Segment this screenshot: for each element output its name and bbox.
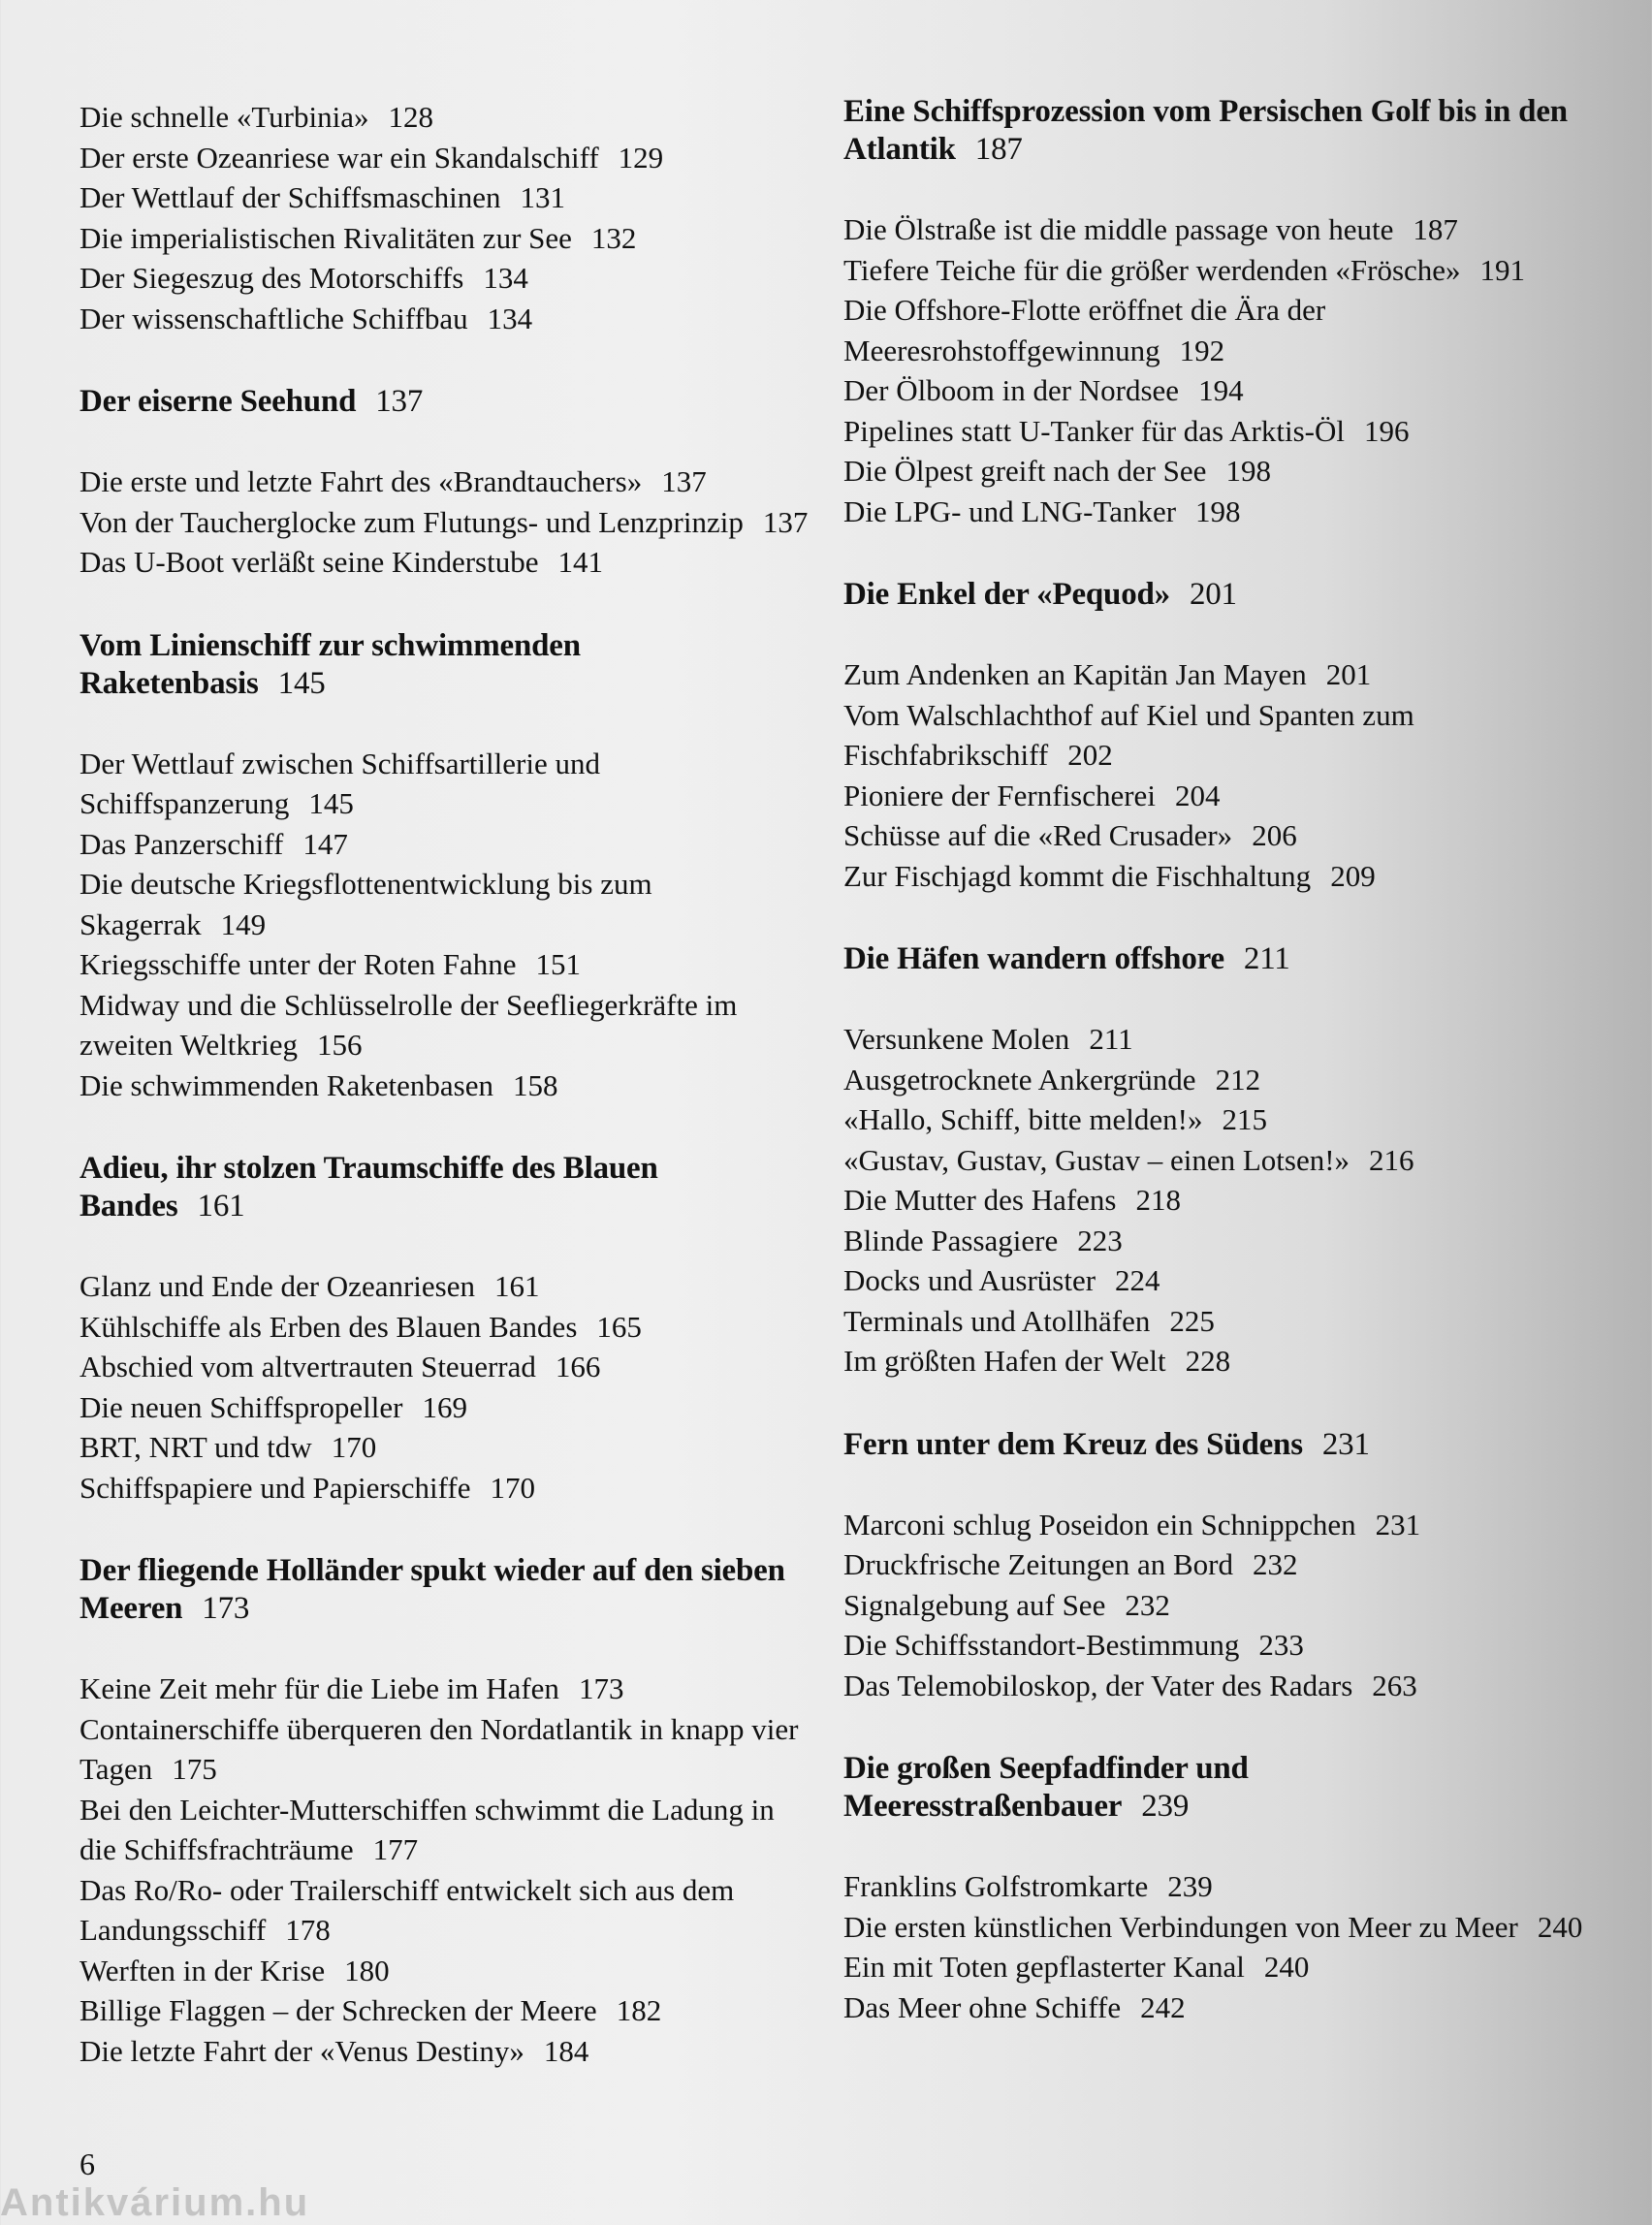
entry-page-number: 211 xyxy=(1089,1022,1133,1056)
toc-entry xyxy=(843,1341,1600,1382)
toc-section xyxy=(79,383,816,583)
entry-page-number: 240 xyxy=(1263,1950,1310,1984)
toc-section xyxy=(843,940,1600,1382)
chapter-title: Fern unter dem Kreuz des Südens xyxy=(843,1426,1303,1462)
entry-title: Die LPG- und LNG-Tanker xyxy=(843,493,1177,528)
entry-title: Tiefere Teiche für die größer werdenden «Frösche» xyxy=(843,252,1461,287)
entry-page-number: 232 xyxy=(1253,1547,1298,1581)
toc-entry xyxy=(79,1307,816,1348)
entry-page-number: 180 xyxy=(344,1953,390,1987)
entry-title: Keine Zeit mehr für die Liebe im Hafen xyxy=(79,1671,559,1705)
entry-title: Schiffspapiere und Papierschiffe xyxy=(79,1470,471,1505)
toc-entry xyxy=(843,695,1600,776)
entry-page-number: 225 xyxy=(1169,1303,1215,1338)
toc-entry xyxy=(843,654,1600,695)
entry-page-number: 242 xyxy=(1140,1989,1186,2024)
entry-page-number: 196 xyxy=(1363,413,1410,448)
entry-page-number: 218 xyxy=(1135,1183,1181,1217)
chapter-title: Die Enkel der «Pequod» xyxy=(843,577,1170,612)
entry-title: Druckfrische Zeitungen an Bord xyxy=(843,1547,1234,1581)
toc-right-column xyxy=(843,93,1600,2072)
toc-entry xyxy=(79,744,816,824)
entry-page-number: 161 xyxy=(493,1269,540,1303)
entry-title: «Hallo, Schiff, bitte melden!» xyxy=(843,1102,1203,1136)
entry-title: Abschied vom altvertrauten Steuerrad xyxy=(79,1350,536,1383)
entry-page-number: 158 xyxy=(512,1067,558,1102)
watermark: Antikvárium.hu xyxy=(0,2181,310,2224)
toc-entry xyxy=(79,985,816,1065)
entry-page-number: 194 xyxy=(1198,373,1244,407)
entry-title: Im größten Hafen der Welt xyxy=(843,1344,1166,1378)
toc-entry xyxy=(843,1019,1600,1060)
entry-title: Der erste Ozeanriese war ein Skandalschiff xyxy=(79,140,599,175)
entry-title: Das Meer ohne Schiffe xyxy=(843,1989,1122,2024)
chapter-page-number: 239 xyxy=(1141,1789,1190,1824)
chapter-heading xyxy=(79,1150,816,1225)
toc-entry xyxy=(843,776,1600,816)
toc-section xyxy=(843,576,1600,896)
entry-page-number: 198 xyxy=(1195,493,1241,528)
chapter-heading xyxy=(79,1552,816,1628)
chapter-heading xyxy=(79,383,816,421)
toc-entry xyxy=(79,1790,816,1870)
toc-entry xyxy=(843,1221,1600,1261)
entry-title: Ein mit Toten gepflasterter Kanal xyxy=(843,1950,1245,1984)
toc-entry xyxy=(79,218,816,259)
toc-entry xyxy=(79,177,816,218)
entry-page-number: 198 xyxy=(1225,454,1271,488)
entry-title: Blinde Passagiere xyxy=(843,1223,1059,1257)
toc-entry xyxy=(843,1099,1600,1140)
chapter-title: Eine Schiffsprozession vom Persischen Golf bis in den Atlantik xyxy=(843,94,1568,167)
toc-entry xyxy=(843,1585,1600,1626)
entry-title: BRT, NRT und tdw xyxy=(79,1430,312,1464)
entry-page-number: 137 xyxy=(762,504,809,539)
entry-page-number: 187 xyxy=(1413,212,1458,246)
entry-page-number: 134 xyxy=(487,301,533,335)
toc-section xyxy=(843,1426,1600,1706)
entry-title: Die Ölpest greift nach der See xyxy=(843,454,1207,488)
entry-page-number: 204 xyxy=(1174,778,1221,812)
toc-entry xyxy=(843,1544,1600,1585)
entry-title: Der Ölboom in der Nordsee xyxy=(843,373,1180,407)
toc-entry xyxy=(843,1505,1600,1545)
toc-entry xyxy=(79,1669,816,1709)
entry-title: Die Mutter des Hafens xyxy=(843,1183,1117,1217)
toc-entry xyxy=(79,1347,816,1387)
entry-title: Bei den Leichter-Mutterschiffen schwimmt die Ladung in die Schiffsfrachträume xyxy=(79,1792,775,1866)
entry-page-number: 192 xyxy=(1179,333,1225,367)
entry-page-number: 156 xyxy=(317,1028,363,1062)
entry-page-number: 134 xyxy=(483,261,528,295)
entry-page-number: 177 xyxy=(372,1832,419,1866)
toc-entry xyxy=(843,1260,1600,1301)
toc-entry xyxy=(79,1266,816,1307)
toc-entry xyxy=(843,1060,1600,1100)
entry-page-number: 151 xyxy=(535,947,582,981)
toc-entry xyxy=(79,824,816,865)
entry-page-number: 216 xyxy=(1369,1142,1414,1177)
chapter-page-number: 201 xyxy=(1189,577,1237,612)
entry-title: Kühlschiffe als Erben des Blauen Bandes xyxy=(79,1309,578,1344)
toc-entry xyxy=(79,944,816,985)
toc-entry xyxy=(79,542,816,583)
entry-page-number: 191 xyxy=(1479,252,1526,287)
entry-title: Die schwimmenden Raketenbasen xyxy=(79,1067,493,1102)
entry-page-number: 182 xyxy=(616,1993,662,2027)
toc-entry xyxy=(79,461,816,502)
chapter-heading xyxy=(843,93,1600,169)
entry-page-number: 184 xyxy=(543,2033,589,2068)
page-number: 6 xyxy=(79,2146,95,2181)
entry-page-number: 223 xyxy=(1077,1223,1123,1257)
entry-title: Pioniere der Fernfischerei xyxy=(843,778,1156,812)
entry-title: Signalgebung auf See xyxy=(843,1587,1106,1622)
chapter-page-number: 173 xyxy=(202,1591,250,1626)
toc-section xyxy=(79,97,816,338)
toc-entry xyxy=(843,290,1600,370)
entry-title: Die Schiffsstandort-Bestimmung xyxy=(843,1628,1240,1662)
entry-page-number: 215 xyxy=(1222,1102,1267,1136)
chapter-title: Adieu, ihr stolzen Traumschiffe des Blauen Bandes xyxy=(79,1151,658,1224)
entry-title: Terminals und Atollhäfen xyxy=(843,1303,1151,1338)
toc-entry xyxy=(843,1987,1600,2028)
entry-title: Das U-Boot verläßt seine Kinderstube xyxy=(79,545,539,579)
chapter-title: Der eiserne Seehund xyxy=(79,384,357,419)
entry-title: «Gustav, Gustav, Gustav – einen Lotsen!» xyxy=(843,1142,1350,1177)
entry-title: Von der Taucherglocke zum Flutungs- und Lenzprinzip xyxy=(79,504,744,539)
entry-page-number: 141 xyxy=(557,545,603,579)
toc-section xyxy=(843,93,1600,531)
toc-entry xyxy=(843,1866,1600,1907)
toc-entry xyxy=(79,1951,816,1991)
entry-title: Die deutsche Kriegsflottenentwicklung bis zum Skagerrak xyxy=(79,867,652,941)
toc-entry xyxy=(79,1468,816,1509)
entry-page-number: 263 xyxy=(1372,1668,1417,1702)
entry-title: Schüsse auf die «Red Crusader» xyxy=(843,818,1233,852)
chapter-page-number: 231 xyxy=(1321,1426,1370,1462)
entry-page-number: 175 xyxy=(172,1752,217,1786)
entry-page-number: 231 xyxy=(1375,1507,1421,1542)
entry-title: Kriegsschiffe unter der Roten Fahne xyxy=(79,947,517,981)
chapter-page-number: 161 xyxy=(197,1189,245,1224)
toc-entry xyxy=(79,299,816,339)
entry-title: Zum Andenken an Kapitän Jan Mayen xyxy=(843,657,1307,691)
toc-section xyxy=(843,1750,1600,2027)
toc-entry xyxy=(843,856,1600,897)
toc-entry xyxy=(79,1709,816,1790)
entry-page-number: 132 xyxy=(590,220,637,255)
toc-entry xyxy=(843,209,1600,250)
entry-title: Die ersten künstlichen Verbindungen von Meer zu Meer xyxy=(843,1909,1518,1944)
toc-entry xyxy=(79,2031,816,2072)
entry-title: Midway und die Schlüsselrolle der Seefliegerkräfte im zweiten Weltkrieg xyxy=(79,987,738,1062)
entry-page-number: 232 xyxy=(1125,1587,1170,1622)
chapter-title: Der fliegende Holländer spukt wieder auf den sieben Meeren xyxy=(79,1553,785,1626)
entry-title: Franklins Golfstromkarte xyxy=(843,1869,1149,1903)
chapter-heading xyxy=(79,627,816,703)
toc-entry xyxy=(843,1140,1600,1181)
toc-section xyxy=(79,1150,816,1508)
entry-title: Die Ölstraße ist die middle passage von heute xyxy=(843,212,1394,246)
chapter-page-number: 211 xyxy=(1243,941,1290,976)
toc-entry xyxy=(79,258,816,299)
toc-entry xyxy=(843,411,1600,452)
entry-page-number: 131 xyxy=(520,180,566,214)
entry-title: Das Panzerschiff xyxy=(79,826,284,861)
entry-title: Die erste und letzte Fahrt des «Brandtauchers» xyxy=(79,464,643,498)
chapter-heading xyxy=(843,1426,1600,1464)
entry-title: Versunkene Molen xyxy=(843,1022,1070,1056)
chapter-page-number: 137 xyxy=(375,384,424,419)
chapter-page-number: 187 xyxy=(974,132,1023,167)
entry-title: Werften in der Krise xyxy=(79,1953,326,1987)
toc-entry xyxy=(79,502,816,543)
chapter-page-number: 145 xyxy=(277,665,326,701)
toc-section xyxy=(79,627,816,1106)
entry-title: Zur Fischjagd kommt die Fischhaltung xyxy=(843,858,1312,893)
toc-entry xyxy=(843,451,1600,492)
entry-page-number: 212 xyxy=(1215,1062,1261,1097)
entry-title: Containerschiffe überqueren den Nordatlantik in knapp vier Tagen xyxy=(79,1711,799,1786)
entry-page-number: 240 xyxy=(1537,1909,1583,1944)
entry-title: Die imperialistischen Rivalitäten zur See xyxy=(79,220,572,255)
entry-page-number: 137 xyxy=(661,464,707,498)
entry-page-number: 209 xyxy=(1330,858,1376,893)
toc-entry xyxy=(79,1990,816,2031)
entry-title: Das Ro/Ro- oder Trailerschiff entwickelt sich aus dem Landungsschiff xyxy=(79,1872,735,1947)
chapter-heading xyxy=(843,576,1600,614)
toc-entry xyxy=(843,1180,1600,1221)
entry-title: Die letzte Fahrt der «Venus Destiny» xyxy=(79,2033,524,2068)
toc-section xyxy=(79,1552,816,2071)
entry-title: Der wissenschaftliche Schiffbau xyxy=(79,301,468,335)
toc-entry xyxy=(79,1427,816,1468)
toc-left-column xyxy=(79,97,816,2115)
entry-page-number: 233 xyxy=(1258,1628,1304,1662)
entry-page-number: 224 xyxy=(1115,1263,1160,1297)
entry-page-number: 173 xyxy=(578,1671,624,1705)
entry-page-number: 128 xyxy=(388,100,433,134)
toc-entry xyxy=(79,97,816,138)
chapter-heading xyxy=(843,940,1600,978)
toc-entry xyxy=(79,864,816,944)
entry-title: Billige Flaggen – der Schrecken der Meere xyxy=(79,1993,597,2027)
entry-title: Der Wettlauf zwischen Schiffsartillerie und Schiffspanzerung xyxy=(79,746,600,820)
toc-entry xyxy=(843,1301,1600,1342)
entry-page-number: 206 xyxy=(1252,818,1297,852)
entry-page-number: 165 xyxy=(596,1309,642,1344)
chapter-heading xyxy=(843,1750,1600,1826)
entry-title: Die schnelle «Turbinia» xyxy=(79,100,369,134)
entry-page-number: 201 xyxy=(1325,657,1372,691)
toc-entry xyxy=(843,1947,1600,1987)
chapter-title: Die Häfen wandern offshore xyxy=(843,941,1224,976)
toc-entry xyxy=(79,1870,816,1951)
entry-page-number: 166 xyxy=(555,1350,601,1383)
toc-entry xyxy=(79,138,816,178)
toc-entry xyxy=(79,1065,816,1106)
entry-page-number: 147 xyxy=(302,826,348,861)
entry-title: Marconi schlug Poseidon ein Schnippchen xyxy=(843,1507,1356,1542)
toc-entry xyxy=(843,250,1600,291)
entry-title: Die Offshore-Flotte eröffnet die Ära der Meeresrohstoffgewinnung xyxy=(843,293,1326,367)
entry-page-number: 129 xyxy=(618,140,664,175)
toc-entry xyxy=(843,1666,1600,1706)
entry-page-number: 169 xyxy=(422,1389,467,1424)
chapter-title: Vom Linienschiff zur schwimmenden Raketenbasis xyxy=(79,627,581,701)
entry-title: Docks und Ausrüster xyxy=(843,1263,1096,1297)
entry-page-number: 145 xyxy=(308,786,354,820)
entry-page-number: 170 xyxy=(490,1470,535,1505)
entry-page-number: 170 xyxy=(331,1430,377,1464)
entry-page-number: 239 xyxy=(1167,1869,1213,1903)
entry-title: Das Telemobiloskop, der Vater des Radars xyxy=(843,1668,1353,1702)
entry-title: Der Wettlauf der Schiffsmaschinen xyxy=(79,180,501,214)
entry-title: Ausgetrocknete Ankergründe xyxy=(843,1062,1196,1097)
toc-entry xyxy=(843,1907,1600,1948)
toc-entry xyxy=(843,1625,1600,1666)
entry-title: Glanz und Ende der Ozeanriesen xyxy=(79,1269,475,1303)
entry-page-number: 202 xyxy=(1067,738,1113,772)
chapter-title: Die großen Seepfadfinder und Meeresstraßenbauer xyxy=(843,1751,1249,1824)
entry-title: Pipelines statt U-Tanker für das Arktis-Öl xyxy=(843,413,1345,448)
toc-entry xyxy=(843,492,1600,532)
entry-page-number: 149 xyxy=(220,906,267,941)
toc-entry xyxy=(843,815,1600,856)
entry-page-number: 228 xyxy=(1185,1344,1231,1378)
entry-title: Die neuen Schiffspropeller xyxy=(79,1389,403,1424)
toc-entry xyxy=(843,370,1600,411)
entry-page-number: 178 xyxy=(285,1913,331,1947)
entry-title: Vom Walschlachthof auf Kiel und Spanten zum Fischfabrikschiff xyxy=(843,697,1414,772)
entry-title: Der Siegeszug des Motorschiffs xyxy=(79,261,464,295)
toc-entry xyxy=(79,1387,816,1428)
